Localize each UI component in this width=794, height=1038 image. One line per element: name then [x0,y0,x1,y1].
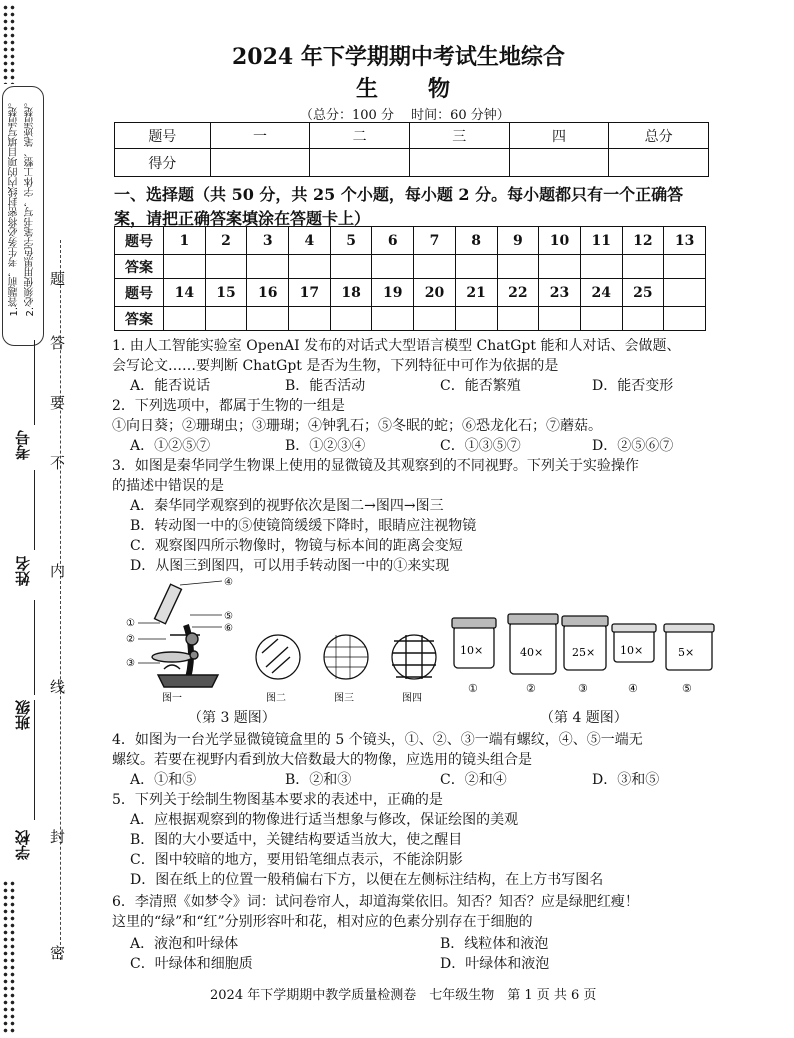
q3-stem-2: 的描述中错误的是 [112,478,224,494]
exam-meta: （总分：100 分 时间：60 分钟） [300,108,510,123]
answer-cell[interactable] [372,255,414,279]
answer-cell[interactable] [247,307,289,331]
seal-char: 封 [50,828,66,846]
grid-num: 15 [205,279,247,307]
grid-num: 20 [414,279,456,307]
q2-stem-2: ①向日葵；②珊瑚虫；③珊瑚；④钟乳石；⑤冬眠的蛇；⑥恐龙化石；⑦蘑菇。 [112,418,602,434]
grid-num: 3 [247,227,289,255]
lens-4-mag: 10× [620,644,644,657]
grid-num: 4 [289,227,331,255]
grid-num: 24 [580,279,622,307]
q3-option-d[interactable]: D．从图三到图四，可以用手转动图一中的①来实现 [130,558,450,574]
lens-5-mag: 5× [678,646,695,659]
answer-cell[interactable] [664,307,706,331]
score-header-cell: 二 [310,123,410,149]
fig3-label-3: 图三 [334,693,354,704]
answer-cell[interactable] [289,307,331,331]
school-line[interactable] [34,700,35,820]
score-header-cell: 题号 [115,123,211,149]
answer-cell[interactable] [247,255,289,279]
answer-cell[interactable] [539,307,581,331]
q3-option-a[interactable]: A．秦华同学观察到的视野依次是图二→图四→图三 [130,498,444,514]
exam-title: 2024 年下学期期中考试生地综合 [232,44,565,70]
q4-stem-1: 4．如图为一台光学显微镜镜盒里的 5 个镜头，①、②、③一端有螺纹，④、⑤一端无 [112,732,643,748]
answer-cell[interactable] [497,255,539,279]
grid-num: 13 [664,227,706,255]
answer-cell[interactable] [164,255,206,279]
score-header-cell: 总分 [609,123,709,149]
grid-num: 1 [164,227,206,255]
answer-cell[interactable] [455,255,497,279]
grid-num: 21 [455,279,497,307]
exam-id-label: 考号 [14,430,32,460]
q2-option-b[interactable]: B．①②③④ [285,438,366,454]
microscope-drawing [152,584,218,687]
q4-option-b[interactable]: B．②和③ [285,772,352,788]
q5-option-b[interactable]: B．图的大小要适中，关键结构要适当放大，使之醒目 [130,832,463,848]
answer-cell[interactable] [497,307,539,331]
seal-char: 密 [50,944,66,962]
fig3-caption: （第 3 题图） [188,710,276,726]
answer-cell[interactable] [664,255,706,279]
score-cell[interactable] [409,149,509,177]
page-footer: 2024 年下学期期中教学质量检测卷 七年级生物 第 1 页 共 6 页 [210,988,597,1003]
q1-stem-2: 会写论文……要判断 ChatGpt 是否为生物，下列特征中可作为依据的是 [112,358,559,374]
binding-dots-bottom [2,880,16,1034]
class-line[interactable] [34,600,35,695]
binding-strip [0,0,88,1038]
q2-option-d[interactable]: D．②⑤⑥⑦ [592,438,674,454]
name-label: 姓名 [14,556,32,586]
grid-num: 8 [455,227,497,255]
fig3-label-1: 图一 [162,693,182,704]
lens-1-mag: 10× [460,644,484,657]
fig3-part-2: ② [126,634,135,645]
lens-1-num: ① [468,682,478,695]
lens-2-num: ② [526,682,536,695]
school-label: 学校 [14,830,32,860]
q5-stem: 5．下列关于绘制生物图基本要求的表述中，正确的是 [112,792,443,808]
seal-char: 题 [50,270,66,288]
q1-option-a[interactable]: A．能否说话 [130,378,211,394]
fig3-part-1: ① [126,618,135,629]
binding-dots-top [2,4,16,84]
grid-num: 17 [289,279,331,307]
fig3-label-4: 图四 [402,693,422,704]
answer-cell[interactable] [539,255,581,279]
answer-cell[interactable] [372,307,414,331]
notice-line-2: 2.必须使用黑色字笔书写，字体工整、笔迹清楚。 [25,97,36,317]
answer-cell[interactable] [164,307,206,331]
grid-num [664,279,706,307]
seal-char: 要 [50,394,66,412]
answer-cell[interactable] [414,307,456,331]
q1-option-c[interactable]: C．能否繁殖 [440,378,521,394]
grid-num: 25 [622,279,664,307]
answer-grid [114,226,706,331]
answer-cell[interactable] [455,307,497,331]
q6-option-c[interactable]: C．叶绿体和细胞质 [130,956,253,972]
q3-stem-1: 3．如图是秦华同学生物课上使用的显微镜及其观察到的不同视野。下列关于实验操作 [112,458,639,474]
answer-cell[interactable] [330,307,372,331]
score-cell[interactable] [509,149,609,177]
q6-stem-1: 6．李清照《如梦令》词：试问卷帘人，却道海棠依旧。知否？知否？应是绿肥红瘦！ [112,894,639,910]
q5-option-c[interactable]: C．图中较暗的地方，要用铅笔细点表示，不能涂阴影 [130,852,463,868]
answer-cell[interactable] [622,255,664,279]
q1-option-d[interactable]: D．能否变形 [592,378,674,394]
grid-num: 14 [164,279,206,307]
q2-option-a[interactable]: A．①②⑤⑦ [130,438,211,454]
notice-line-1: 1.答题前，考生务必将密封线内的项目填写清楚。 [9,97,20,317]
q6-option-b[interactable]: B．线粒体和液泡 [440,936,549,952]
section1-heading: 一、选择题（共 50 分，共 25 个小题，每小题 2 分。每小题都只有一个正确答案，请把正确答案填涂在答题卡上） [114,185,684,228]
answer-cell[interactable] [580,307,622,331]
q4-stem-2: 螺纹。若要在视野内看到放大倍数最大的物像，应选用的镜头组合是 [112,752,532,768]
lens-2-mag: 40× [520,646,544,659]
fig3-part-3: ③ [126,658,135,669]
class-label: 班级 [14,700,32,730]
grid-num: 19 [372,279,414,307]
lens-5-num: ⑤ [682,682,692,695]
grid-num: 11 [580,227,622,255]
lens-3-num: ③ [578,682,588,695]
grid-num: 6 [372,227,414,255]
q6-option-d[interactable]: D．叶绿体和液泡 [440,956,550,972]
score-header-cell: 一 [210,123,310,149]
exam-notice-box [2,86,44,346]
answer-cell[interactable] [205,307,247,331]
score-cell[interactable] [609,149,709,177]
score-label-cell: 得分 [115,149,211,177]
score-cell[interactable] [210,149,310,177]
figure-3 [120,575,450,705]
answer-cell[interactable] [330,255,372,279]
grid-label: 题号 [115,279,164,307]
answer-cell[interactable] [289,255,331,279]
seal-char: 内 [50,562,66,580]
grid-num: 7 [414,227,456,255]
q1-stem-1: 1. 由人工智能实验室 OpenAI 发布的对话式大型语言模型 ChatGpt 能和人对话、会做题、 [112,338,681,354]
seal-char: 线 [50,678,66,696]
seal-char: 不 [50,454,66,472]
grid-num: 10 [539,227,581,255]
fig3-part-4: ④ [224,577,233,588]
grid-num: 23 [539,279,581,307]
grid-label: 答案 [115,255,164,279]
q1-option-b[interactable]: B．能否活动 [285,378,366,394]
grid-label: 答案 [115,307,164,331]
q6-stem-2: 这里的“绿”和“红”分别形容叶和花，相对应的色素分别存在于细胞的 [112,914,533,930]
lens-4-num: ④ [628,682,638,695]
q4-option-d[interactable]: D．③和⑤ [592,772,660,788]
q2-stem-1: 2．下列选项中，都属于生物的一组是 [112,398,345,414]
score-table [114,122,709,177]
grid-num: 2 [205,227,247,255]
q5-option-d[interactable]: D．图在纸上的位置一般稍偏右下方，以便在左侧标注结构，在上方书写图名 [130,872,604,888]
exam-id-line[interactable] [34,340,35,425]
grid-num: 9 [497,227,539,255]
grid-num: 12 [622,227,664,255]
answer-cell[interactable] [414,255,456,279]
score-cell[interactable] [310,149,410,177]
lens-3-mag: 25× [572,646,596,659]
q3-option-c[interactable]: C．观察图四所示物像时，物镜与标本间的距离会变短 [130,538,463,554]
fig3-part-5: ⑤ [224,611,233,622]
q3-option-b[interactable]: B．转动图一中的⑤使镜筒缓缓下降时，眼睛应注视物镜 [130,518,477,534]
figure-4 [450,612,720,698]
score-header-cell: 四 [509,123,609,149]
grid-num: 18 [330,279,372,307]
name-line[interactable] [34,470,35,550]
grid-label: 题号 [115,227,164,255]
q4-option-a[interactable]: A．①和⑤ [130,772,197,788]
answer-cell[interactable] [580,255,622,279]
seal-char: 答 [50,334,66,352]
score-header-cell: 三 [409,123,509,149]
q2-option-c[interactable]: C．①③⑤⑦ [440,438,521,454]
q4-option-c[interactable]: C．②和④ [440,772,507,788]
answer-cell[interactable] [205,255,247,279]
grid-num: 16 [247,279,289,307]
fig3-part-6: ⑥ [224,623,233,634]
q6-option-a[interactable]: A．液泡和叶绿体 [130,936,239,952]
grid-num: 22 [497,279,539,307]
fig4-caption: （第 4 题图） [540,710,628,726]
q5-option-a[interactable]: A．应根据观察到的物像进行适当想象与修改，保证绘图的美观 [130,812,519,828]
answer-cell[interactable] [622,307,664,331]
exam-subject: 生 物 [356,76,465,102]
grid-num: 5 [330,227,372,255]
fig3-label-2: 图二 [266,693,286,704]
